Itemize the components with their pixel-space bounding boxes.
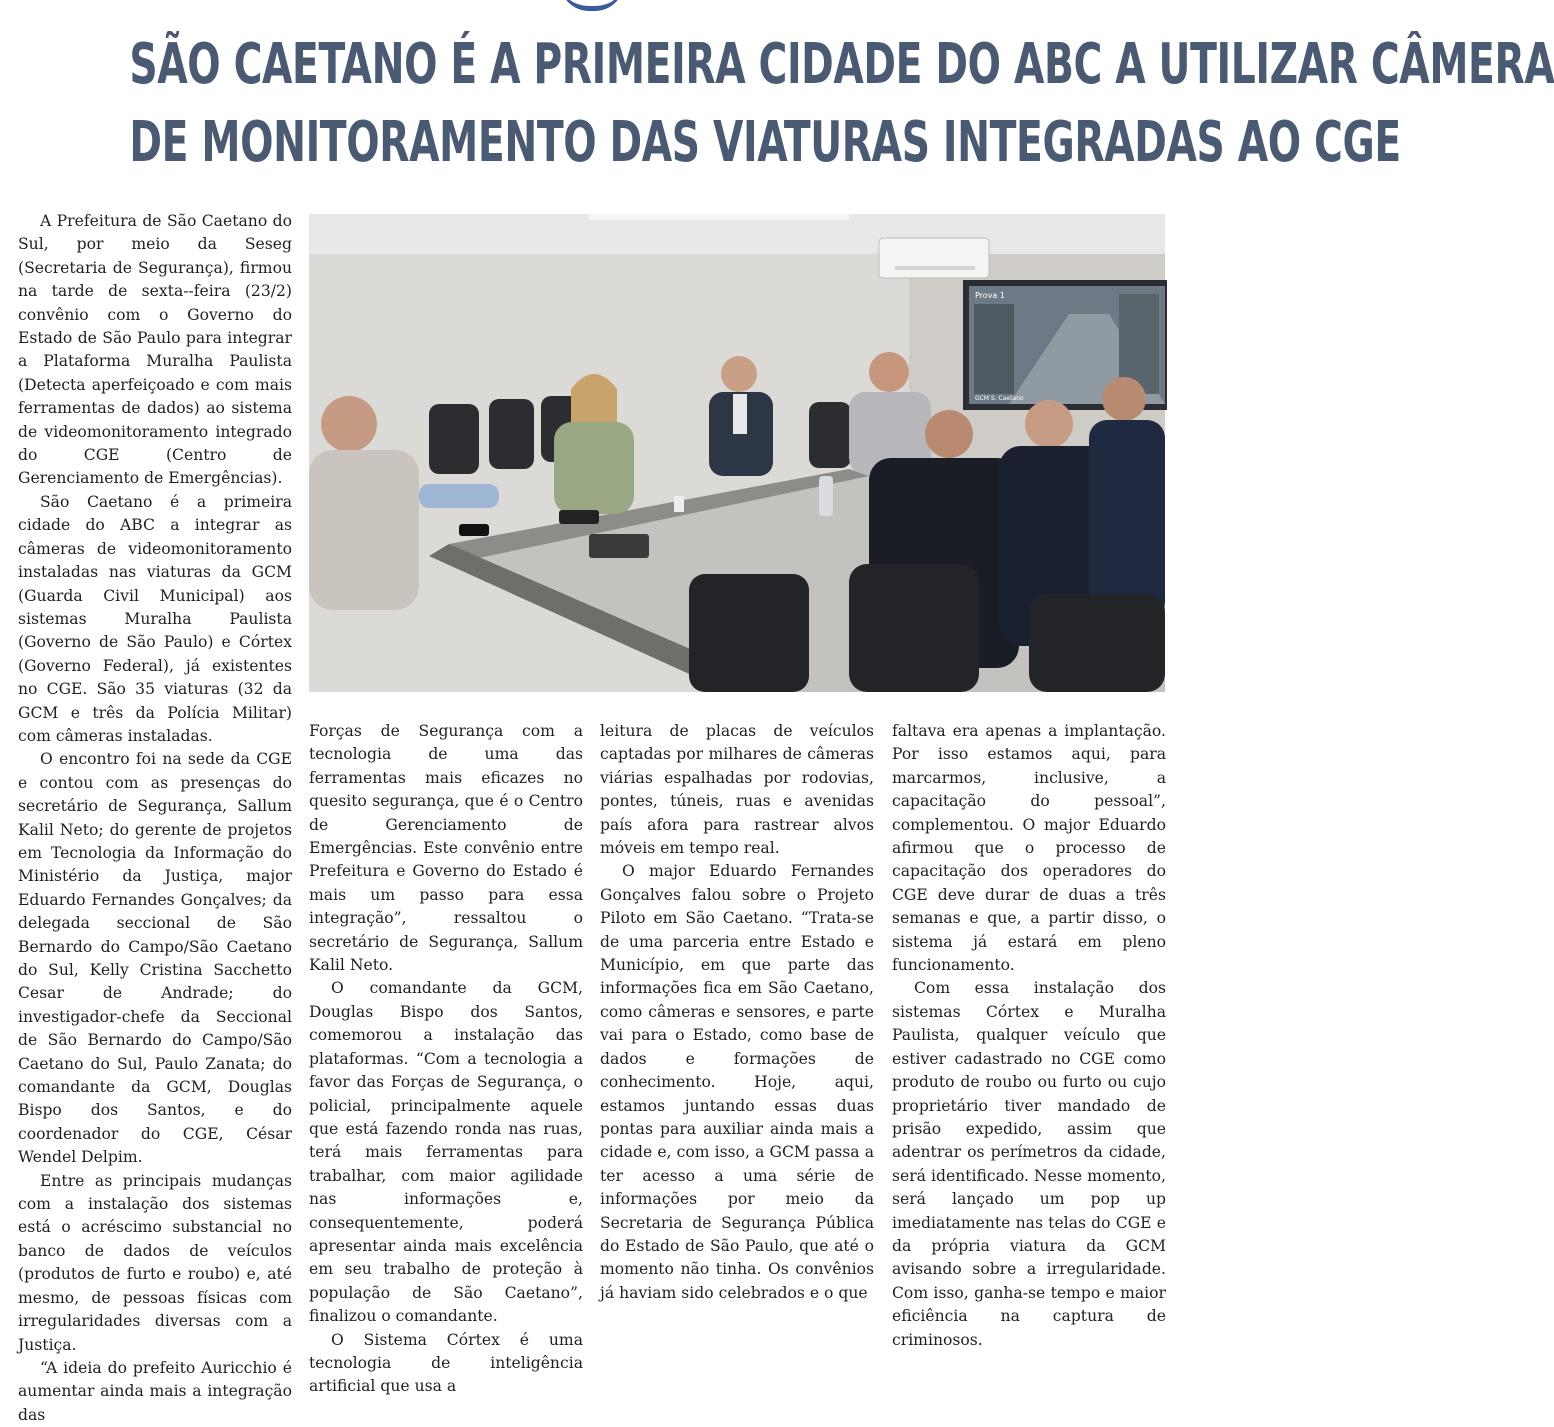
paragraph: faltava era apenas a implantação. Por isso estamos aqui, para marcarmos, inclusive, a capacitação do pessoal”, complementou. O major Eduardo afirmou que o processo de capacitação dos operadores do CGE deve durar de duas a três semanas e que, a partir disso, o sistema já estará em pleno funcionamento. <box>892 722 1166 975</box>
paragraph: leitura de placas de veículos captadas por milhares de câmeras viárias espalhadas por rodovias, pontes, túneis, ruas e avenidas país afora para rastrear alvos móveis em tempo real. <box>600 722 874 858</box>
paragraph: O comandante da GCM, Douglas Bispo dos Santos, comemorou a instalação das plataformas. “Com a tecnologia a favor das Forças de Segurança, o policial, principalmente aquele que está fazendo ronda nas ruas, terá mais ferramentas para trabalhar, com maior agilidade nas informações e, consequentemente, poderá apresentar ainda mais excelência em seu trabalho de proteção à população de São Caetano”, finalizou o comandante. <box>309 979 583 1326</box>
screen-label: Prova 1 <box>975 291 1005 300</box>
paragraph: A Prefeitura de São Caetano do Sul, por meio da Seseg (Secretaria de Segurança), firmou na tarde de sexta--feira (23/2) convênio com o Governo do Estado de São Paulo para integrar a Plataforma Muralha Paulista (Detecta aperfeiçoado e com mais ferramentas de dados) ao sistema de videomonitoramento integrado do CGE (Centro de Gerenciamento de Emergências). <box>18 212 292 488</box>
paragraph: Forças de Segurança com a tecnologia de uma das ferramentas mais eficazes no quesito segurança, que é o Centro de Gerenciamento de Emergências. Este convênio entre Prefeitura e Governo do Estado é mais um passo para essa integração”, ressaltou o secretário de Segurança, Sallum Kalil Neto. <box>309 722 583 975</box>
paragraph: O Sistema Córtex é uma tecnologia de inteligência artificial que usa a <box>309 1330 583 1396</box>
screen-caption: GCM S. Caetano <box>975 395 1024 402</box>
paragraph: São Caetano é a primeira cidade do ABC a integrar as câmeras de videomonitoramento instaladas nas viaturas da GCM (Guarda Civil Municipal) aos sistemas Muralha Paulista (Governo de São Paulo) e Córtex (Governo Federal), já existentes no CGE. São 35 viaturas (32 da GCM e três da Polícia Militar) com câmeras instaladas. <box>18 492 292 745</box>
title-line-1: SÃO CAETANO É A PRIMEIRA CIDADE DO ABC A UTILIZAR CÂMERA <box>129 32 1554 97</box>
title-line-2: DE MONITORAMENTO DAS VIATURAS INTEGRADAS AO CGE <box>129 110 1401 175</box>
paragraph: Com essa instalação dos sistemas Córtex e Muralha Paulista, qualquer veículo que estiver cadastrado no CGE como produto de roubo ou furto ou cujo proprietário tiver mandado de prisão expedido, assim que adentrar os perímetros da cidade, será identificado. Nesse momento, será lançado um pop up imediatamente nas telas do CGE e da própria viatura da GCM avisando sobre a irregularidade. Com isso, ganha-se tempo e maior eficiência na captura de criminosos. <box>892 979 1166 1349</box>
paragraph: O encontro foi na sede da CGE e contou com as presenças do secretário de Segurança, Sallum Kalil Neto; do gerente de projetos em Tecnologia da Informação do Ministério da Justiça, major Eduardo Fernandes Gonçalves; da delegada seccional de São Bernardo do Campo/São Caetano do Sul, Kelly Cristina Sacchetto Cesar de Andrade; do investigador-chefe da Seccional de São Bernardo do Campo/São Caetano do Sul, Paulo Zanata; do comandante da GCM, Douglas Bispo dos Santos, e do coordenador do CGE, César Wendel Delpim. <box>18 750 292 1167</box>
page-title <box>129 26 1554 182</box>
air-conditioner <box>879 238 989 278</box>
decorative-arc <box>560 0 624 11</box>
paragraph: “A ideia do prefeito Auricchio é aumentar ainda mais a integração das <box>18 1358 292 1424</box>
paragraph: Entre as principais mudanças com a instalação dos sistemas está o acréscimo substancial no banco de dados de veículos (produtos de furto e roubo) e, até mesmo, de pessoas físicas com irregularidades diversas com a Justiça. <box>18 1171 292 1354</box>
article-column-4 <box>892 720 1166 1352</box>
meeting-photo <box>309 214 1165 692</box>
article-column-3 <box>600 720 874 1305</box>
article-column-1 <box>18 210 292 1427</box>
article-column-2 <box>309 720 583 1399</box>
paragraph: O major Eduardo Fernandes Gonçalves falou sobre o Projeto Piloto em São Caetano. “Trata-se de uma parceria entre Estado e Município, em que parte das informações fica em São Caetano, como câmeras e sensores, e parte vai para o Estado, como base de dados e formações de conhecimento. Hoje, aqui, estamos juntando essas duas pontas para auxiliar ainda mais a cidade e, com isso, a GCM passa a ter acesso a uma série de informações por meio da Secretaria de Segurança Pública do Estado de São Paulo, que até o momento não tinha. Os convênios já haviam sido celebrados e o que <box>600 862 874 1302</box>
